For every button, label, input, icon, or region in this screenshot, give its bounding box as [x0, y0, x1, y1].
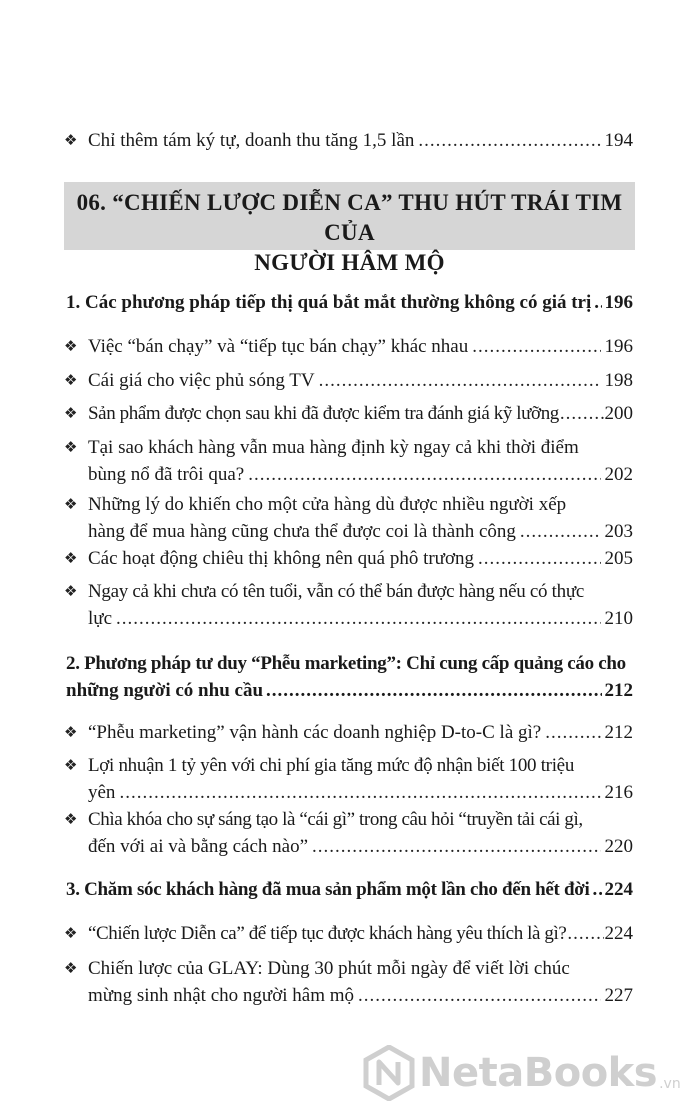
- page-number: 205: [604, 548, 633, 569]
- diamond-bullet-icon: ❖: [64, 959, 78, 977]
- toc-entry: ❖ Những lý do khiến cho một cửa hàng dù được nhiều người xếp hàng để mua hàng cũng chưa thể được coi là thành công ..... 203: [88, 491, 633, 545]
- diamond-bullet-icon: ❖: [64, 756, 78, 774]
- page-number: 196: [604, 292, 633, 313]
- page-number: 194: [604, 130, 633, 151]
- page-number: 220: [604, 836, 633, 857]
- page-number: 202: [604, 464, 633, 485]
- diamond-bullet-icon: ❖: [64, 549, 78, 567]
- chapter-title-line-2: NGƯỜI HÂM MỘ: [254, 250, 445, 275]
- diamond-bullet-icon: ❖: [64, 582, 78, 600]
- page-number: 196: [604, 336, 633, 357]
- toc-entry: ❖ Chiến lược của GLAY: Dùng 30 phút mỗi ngày để viết lời chúc mừng sinh nhật cho người hâm mộ ..... 227: [88, 955, 633, 1009]
- section-heading: 3. Chăm sóc khách hàng đã mua sản phẩm một lần cho đến hết đời ..... 224: [66, 876, 633, 903]
- toc-entry: ❖ Ngay cả khi chưa có tên tuổi, vẫn có thể bán được hàng nếu có thực lực ..... 210: [88, 578, 633, 632]
- section-heading: 1. Các phương pháp tiếp thị quá bắt mắt thường không có giá trị ..... 196: [66, 289, 633, 316]
- page-number: 212: [604, 680, 633, 701]
- diamond-bullet-icon: ❖: [64, 438, 78, 456]
- diamond-bullet-icon: ❖: [64, 337, 78, 355]
- page-number: 224: [604, 879, 633, 900]
- page-number: 203: [604, 521, 633, 542]
- toc-entry: ❖ Lợi nhuận 1 tỷ yên với chi phí gia tăng mức độ nhận biết 100 triệu yên ..... 216: [88, 752, 633, 806]
- diamond-bullet-icon: ❖: [64, 723, 78, 741]
- page-number: 210: [604, 608, 633, 629]
- toc-entry: ❖ “Phễu marketing” vận hành các doanh nghiệp D-to-C là gì? ..... 212: [88, 719, 633, 746]
- toc-entry: ❖ Việc “bán chạy” và “tiếp tục bán chạy” khác nhau ..... 196: [88, 333, 633, 360]
- diamond-bullet-icon: ❖: [64, 131, 78, 149]
- diamond-bullet-icon: ❖: [64, 810, 78, 828]
- section-heading: 2. Phương pháp tư duy “Phễu marketing”: Chỉ cung cấp quảng cáo cho những người có nhu cầu ..... 212: [66, 650, 633, 704]
- toc-entry: ❖ Sản phẩm được chọn sau khi đã được kiểm tra đánh giá kỹ lưỡng ..... 200: [88, 400, 633, 427]
- page-number: 227: [604, 985, 633, 1006]
- page-number: 216: [604, 782, 633, 803]
- toc-entry: ❖ Cái giá cho việc phủ sóng TV ..... 198: [88, 367, 633, 394]
- toc-entry: ❖ Chỉ thêm tám ký tự, doanh thu tăng 1,5 lần ..... 194: [88, 127, 633, 154]
- page-number: 212: [604, 722, 633, 743]
- netabooks-logo-icon: [363, 1045, 415, 1101]
- page-number: 224: [604, 923, 633, 944]
- chapter-heading: [64, 182, 635, 275]
- toc-entry: ❖ Các hoạt động chiêu thị không nên quá phô trương ..... 205: [88, 545, 633, 572]
- toc-entry: ❖ “Chiến lược Diễn ca” để tiếp tục được khách hàng yêu thích là gì? ..... 224: [88, 920, 633, 947]
- diamond-bullet-icon: ❖: [64, 371, 78, 389]
- diamond-bullet-icon: ❖: [64, 924, 78, 942]
- chapter-title-line-1: 06. “CHIẾN LƯỢC DIỄN CA” THU HÚT TRÁI TIM CỦA: [76, 190, 623, 245]
- page-number: 198: [604, 370, 633, 391]
- toc-entry: ❖ Tại sao khách hàng vẫn mua hàng định kỳ ngay cả khi thời điểm bùng nổ đã trôi qua? ..... 202: [88, 434, 633, 488]
- page-number: 200: [604, 403, 633, 424]
- netabooks-watermark: NetaBooks .vn: [363, 1043, 693, 1103]
- diamond-bullet-icon: ❖: [64, 404, 78, 422]
- diamond-bullet-icon: ❖: [64, 495, 78, 513]
- toc-entry: ❖ Chìa khóa cho sự sáng tạo là “cái gì” trong câu hỏi “truyền tải cái gì, đến với ai và bằng cách nào” ..... 220: [88, 806, 633, 860]
